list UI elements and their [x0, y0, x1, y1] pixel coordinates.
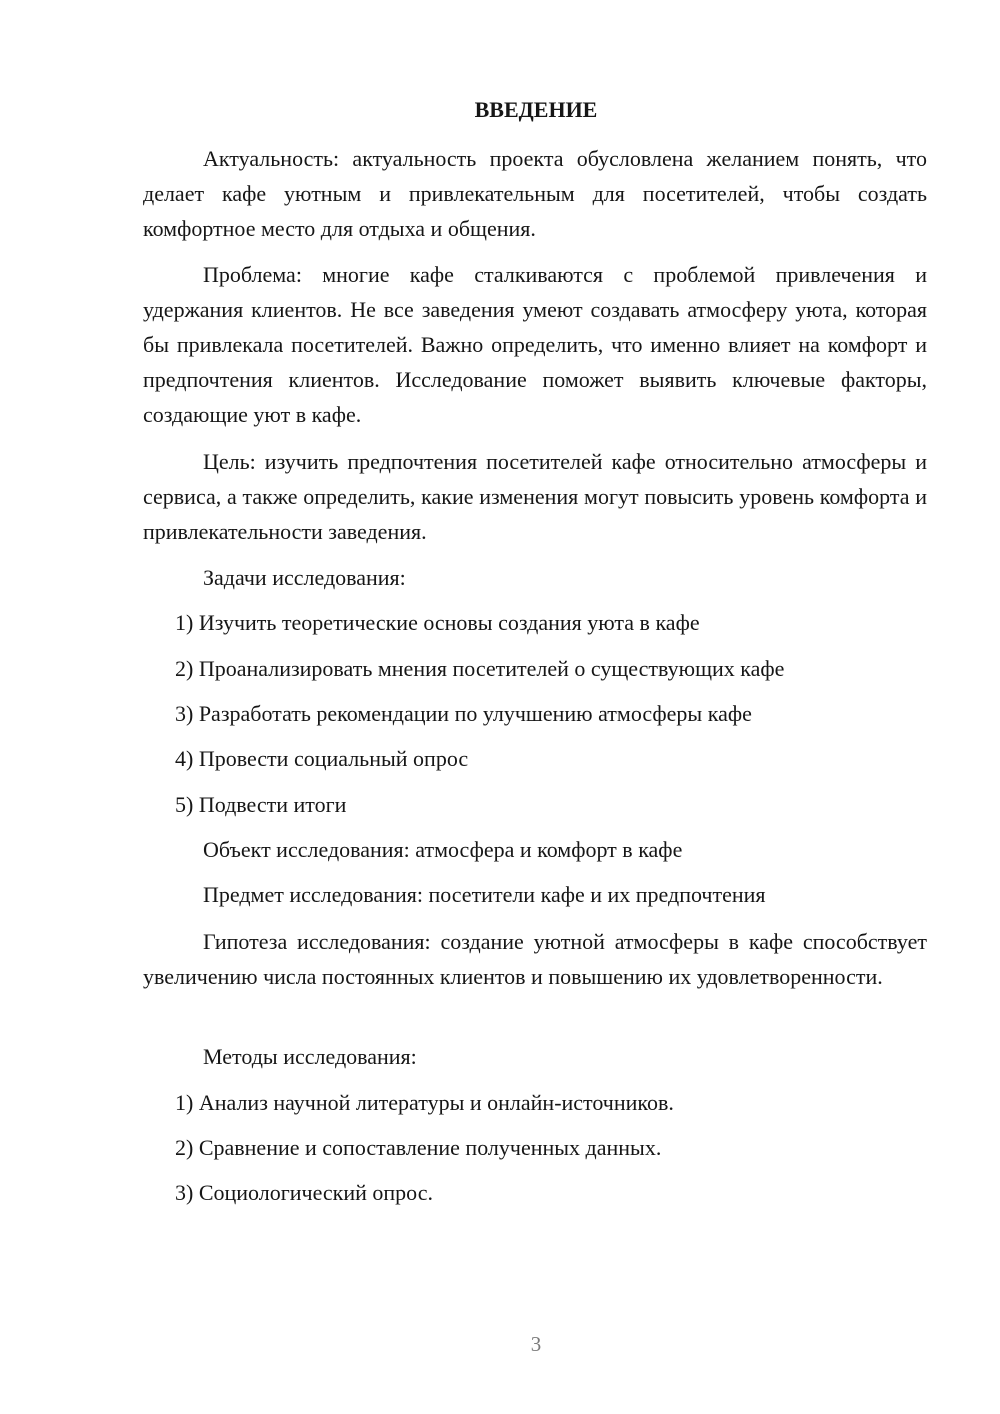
task-item: 2) Проанализировать мнения посетителей о существующих кафе	[175, 656, 785, 681]
tasks-title: Задачи исследования:	[203, 565, 406, 590]
task-item: 3) Разработать рекомендации по улучшению атмосферы кафе	[175, 701, 752, 726]
page-title: ВВЕДЕНИЕ	[474, 97, 598, 122]
method-item: 1) Анализ научной литературы и онлайн-источников.	[175, 1090, 674, 1115]
method-item: 2) Сравнение и сопоставление полученных данных.	[175, 1135, 662, 1160]
goal-paragraph: Цель: изучить предпочтения посетителей кафе относительно атмосферы и сервиса, а также определить, какие изменения могут повысить уровень комфорта и привлекательности заведения.	[143, 449, 927, 544]
method-item: 3) Социологический опрос.	[175, 1180, 433, 1205]
methods-title: Методы исследования:	[203, 1044, 417, 1069]
research-object: Объект исследования: атмосфера и комфорт в кафе	[203, 837, 683, 862]
task-item: 4) Провести социальный опрос	[175, 746, 469, 771]
task-item: 1) Изучить теоретические основы создания уюта в кафе	[175, 610, 700, 635]
research-subject: Предмет исследования: посетители кафе и их предпочтения	[203, 882, 766, 907]
task-item: 5) Подвести итоги	[175, 792, 347, 817]
problem-paragraph: Проблема: многие кафе сталкиваются с проблемой привлечения и удержания клиентов. Не все заведения умеют создавать атмосферу уюта, которая бы привлекала посетителей. Важно определить, что именно влияет на комфорт и предпочтения клиентов. Исследование поможет выявить ключевые факторы, создающие уют в кафе.	[143, 262, 927, 427]
hypothesis-paragraph: Гипотеза исследования: создание уютной атмосферы в кафе способствует увеличению числа постоянных клиентов и повышению их удовлетворенности.	[143, 929, 927, 989]
page-number: 3	[530, 1332, 542, 1356]
relevance-paragraph: Актуальность: актуальность проекта обусловлена желанием понять, что делает кафе уютным и привлекательным для посетителей, чтобы создать комфортное место для отдыха и общения.	[143, 146, 927, 241]
